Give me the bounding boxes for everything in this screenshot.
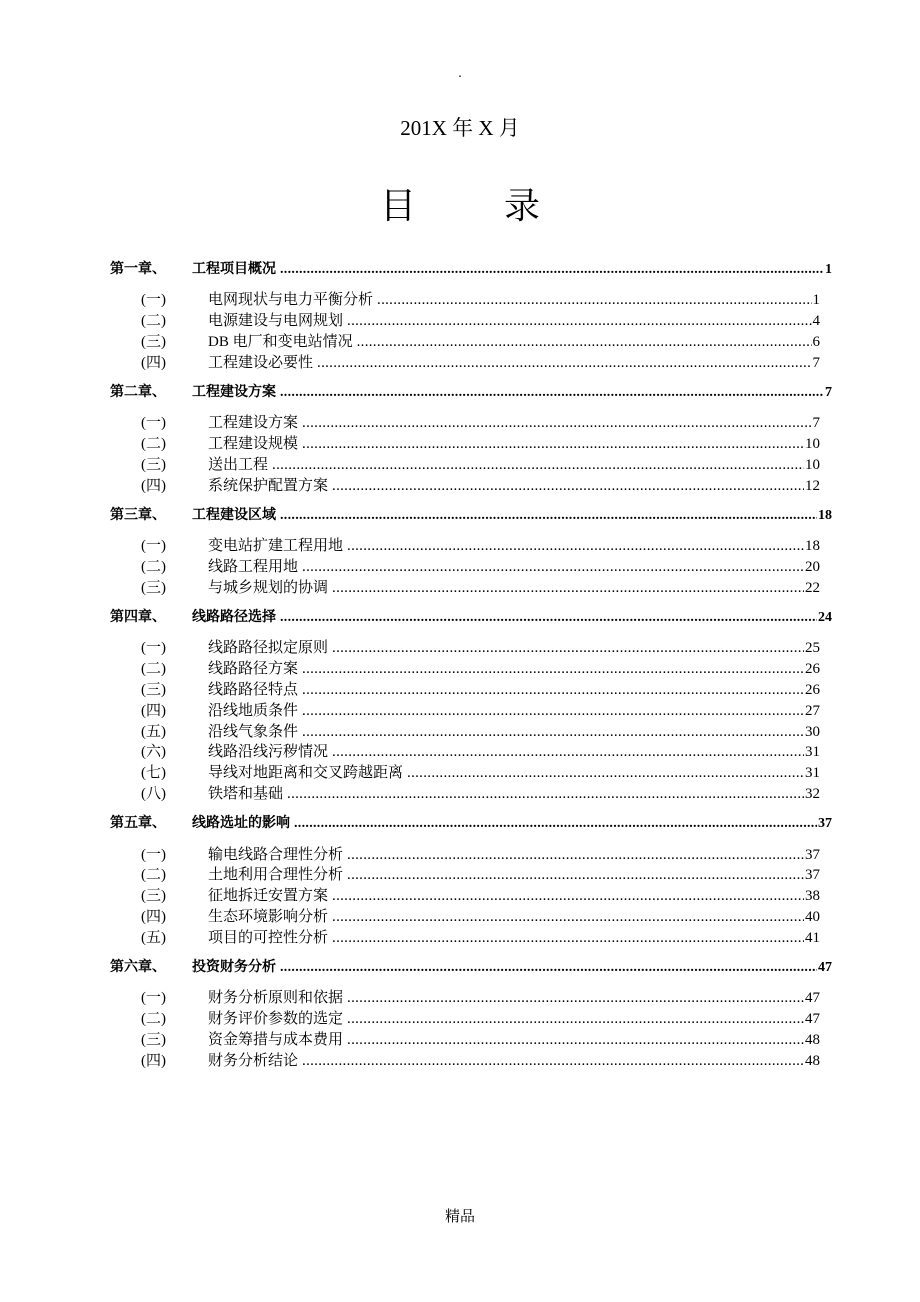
toc-section-entry-label: (四) xyxy=(141,909,166,926)
toc-section-entry-title: 征地拆迁安置方案 xyxy=(208,888,329,905)
toc-section-entry[interactable] xyxy=(110,638,832,659)
toc-chapter-entry-label: 第一章、 xyxy=(110,262,166,277)
dot-leader xyxy=(332,578,804,599)
toc-chapter-entry-title: 工程建设区域 xyxy=(192,507,276,523)
dot-leader xyxy=(302,434,804,455)
toc-section-entry[interactable] xyxy=(110,701,832,722)
toc-section-entry-title: DB 电厂和变电站情况 xyxy=(208,333,353,350)
toc-chapter-entry-label: 第三章、 xyxy=(110,507,166,523)
toc-chapter-entry-label: 第二章、 xyxy=(110,384,166,400)
toc-section-entry-label: (二) xyxy=(141,1011,166,1028)
toc-section-entry[interactable] xyxy=(110,434,832,455)
toc-section-entry-title: 送出工程 xyxy=(208,456,269,473)
header-dot: . xyxy=(458,66,462,81)
toc-section-entry-title: 线路工程用地 xyxy=(208,559,299,576)
toc-chapter-entry-page: 1 xyxy=(825,262,832,277)
toc-section-entry-page: 31 xyxy=(805,765,820,782)
dot-leader xyxy=(347,536,804,557)
toc-section-entry-title: 电源建设与电网规划 xyxy=(208,313,344,330)
toc-chapter-entry[interactable] xyxy=(110,958,832,979)
toc-section-entry-label: (二) xyxy=(141,313,166,330)
toc-section-entry-label: (二) xyxy=(141,436,166,453)
toc-section-entry-title: 与城乡规划的协调 xyxy=(208,579,329,596)
dot-leader xyxy=(347,1009,804,1030)
toc-section-entry-title: 财务分析原则和依据 xyxy=(208,990,344,1007)
dot-leader xyxy=(332,638,804,659)
toc-section-entry-title: 资金筹措与成本费用 xyxy=(208,1032,344,1048)
toc-heading: 目录 xyxy=(379,186,628,226)
dot-leader xyxy=(332,928,804,949)
dot-leader xyxy=(280,958,817,979)
toc-section-entry[interactable] xyxy=(110,557,832,578)
toc-section-entry-label: (四) xyxy=(141,354,166,371)
toc-section-entry-title: 沿线气象条件 xyxy=(208,723,299,740)
toc-chapter-entry-label: 第四章、 xyxy=(110,610,166,626)
dot-leader xyxy=(302,413,811,434)
dot-leader xyxy=(280,506,817,527)
toc-chapter-entry-title: 投资财务分析 xyxy=(192,960,276,976)
toc-section-entry-page: 25 xyxy=(805,640,820,657)
toc-section-entry-page: 47 xyxy=(805,1011,820,1028)
toc-section-entry-page: 22 xyxy=(805,579,820,596)
dot-leader xyxy=(302,1051,804,1072)
toc-section-entry-label: (四) xyxy=(141,1052,166,1069)
dot-leader xyxy=(347,845,804,866)
toc-chapter-entry[interactable] xyxy=(110,608,832,629)
toc-section-entry-label: (一) xyxy=(141,846,166,863)
toc-section-entry-label: (八) xyxy=(141,786,166,803)
toc-section-entry-title: 沿线地质条件 xyxy=(208,702,299,719)
toc-section-entry-page: 7 xyxy=(812,415,820,432)
toc-chapter-entry-label: 第六章、 xyxy=(110,960,166,976)
dot-leader xyxy=(332,476,804,497)
toc-section-entry-page: 18 xyxy=(805,538,820,555)
toc-section-entry[interactable] xyxy=(110,907,832,928)
dot-leader xyxy=(294,814,817,835)
toc-section-entry-page: 26 xyxy=(805,682,820,699)
toc-section-entry[interactable] xyxy=(110,763,832,784)
dot-leader xyxy=(347,1030,804,1051)
toc-section-entry-label: (三) xyxy=(141,579,166,596)
toc-section-entry-page: 6 xyxy=(812,333,820,350)
toc-chapter-entry[interactable] xyxy=(110,260,832,281)
dot-leader xyxy=(280,608,817,629)
toc-section-entry[interactable] xyxy=(110,1009,832,1030)
toc-section-entry-label: (七) xyxy=(141,765,166,782)
dot-leader xyxy=(332,907,804,928)
toc-section-entry[interactable] xyxy=(110,311,832,332)
toc-chapter-entry-label: 第五章、 xyxy=(110,816,166,832)
toc-section-entry-title: 线路路径方案 xyxy=(208,661,299,678)
toc-section-entry-title: 土地利用合理性分析 xyxy=(208,867,344,884)
toc-section-entry-page: 32 xyxy=(805,786,820,803)
toc-section-entry[interactable] xyxy=(110,1051,832,1072)
toc-section-entry-label: (三) xyxy=(141,1032,166,1048)
toc-section-entry[interactable] xyxy=(110,865,832,886)
toc-chapter-entry[interactable] xyxy=(110,814,832,835)
dot-leader xyxy=(317,353,811,374)
toc-chapter-entry[interactable] xyxy=(110,506,832,527)
toc-section-entry[interactable] xyxy=(110,659,832,680)
toc-section-entry-label: (五) xyxy=(141,929,166,946)
toc-section-entry-title: 工程建设必要性 xyxy=(208,354,314,371)
dot-leader xyxy=(347,988,804,1009)
toc-section-entry[interactable] xyxy=(110,332,832,353)
document-date: 201X 年 X 月 xyxy=(400,116,520,140)
dot-leader xyxy=(347,311,811,332)
toc-section-entry-title: 财务分析结论 xyxy=(208,1052,299,1069)
toc-section-entry[interactable] xyxy=(110,928,832,949)
toc-section-entry-page: 1 xyxy=(812,292,820,309)
toc-section-entry-label: (三) xyxy=(141,333,166,350)
toc-section-entry-page: 37 xyxy=(805,846,820,863)
toc-chapter-entry[interactable] xyxy=(110,383,832,404)
dot-leader xyxy=(347,865,804,886)
dot-leader xyxy=(302,722,804,743)
toc-section-entry-label: (二) xyxy=(141,661,166,678)
toc-section-entry[interactable] xyxy=(110,845,832,866)
toc-section-entry[interactable] xyxy=(110,1030,832,1051)
toc-section-entry-title: 输电线路合理性分析 xyxy=(208,846,344,863)
page-footer: 精品 xyxy=(444,1209,475,1225)
toc-section-entry-title: 生态环境影响分析 xyxy=(208,909,329,926)
toc-section-entry-page: 31 xyxy=(805,744,820,761)
toc-section-entry-page: 41 xyxy=(805,929,820,946)
toc-section-entry-page: 48 xyxy=(805,1032,820,1048)
toc-section-entry-label: (三) xyxy=(141,682,166,699)
toc-section-entry-page: 10 xyxy=(805,456,820,473)
dot-leader xyxy=(302,557,804,578)
dot-leader xyxy=(302,659,804,680)
toc-section-entry-label: (一) xyxy=(141,538,166,555)
toc-section-entry-label: (六) xyxy=(141,744,166,761)
toc-section-entry-page: 7 xyxy=(812,354,820,371)
toc-section-entry-title: 导线对地距离和交叉跨越距离 xyxy=(208,765,404,782)
toc-section-entry-page: 47 xyxy=(805,990,820,1007)
dot-leader xyxy=(302,680,804,701)
toc-section-entry-label: (二) xyxy=(141,559,166,576)
toc-section-entry-label: (三) xyxy=(141,456,166,473)
toc-section-entry[interactable] xyxy=(110,578,832,599)
toc-section-entry-label: (一) xyxy=(141,415,166,432)
toc-section-entry-title: 项目的可控性分析 xyxy=(208,929,329,946)
toc-chapter-entry-title: 工程项目概况 xyxy=(192,262,276,277)
table-of-contents xyxy=(110,260,832,1072)
toc-section-entry[interactable] xyxy=(110,886,832,907)
toc-section-entry-page: 26 xyxy=(805,661,820,678)
toc-section-entry-label: (一) xyxy=(141,990,166,1007)
toc-section-entry-page: 12 xyxy=(805,477,820,494)
toc-section-entry[interactable] xyxy=(110,536,832,557)
toc-section-entry-title: 系统保护配置方案 xyxy=(208,477,329,494)
dot-leader xyxy=(302,701,804,722)
toc-section-entry-title: 财务评价参数的选定 xyxy=(208,1011,344,1028)
toc-section-entry[interactable] xyxy=(110,784,832,805)
dot-leader xyxy=(377,290,811,311)
toc-section-entry-page: 38 xyxy=(805,888,820,905)
toc-section-entry-title: 电网现状与电力平衡分析 xyxy=(208,292,374,309)
toc-section-entry[interactable] xyxy=(110,988,832,1009)
toc-section-entry-title: 线路路径特点 xyxy=(208,682,299,699)
toc-chapter-entry-page: 7 xyxy=(825,384,832,400)
toc-section-entry-title: 变电站扩建工程用地 xyxy=(208,538,344,555)
dot-leader xyxy=(280,260,824,281)
toc-section-entry-page: 37 xyxy=(805,867,820,884)
toc-section-entry[interactable] xyxy=(110,353,832,374)
toc-chapter-entry-title: 线路选址的影响 xyxy=(192,816,290,832)
toc-section-entry-page: 20 xyxy=(805,559,820,576)
toc-chapter-entry-page: 24 xyxy=(818,610,832,626)
dot-leader xyxy=(332,886,804,907)
toc-section-entry-page: 30 xyxy=(805,723,820,740)
dot-leader xyxy=(332,742,804,763)
toc-section-entry-title: 工程建设方案 xyxy=(208,415,299,432)
toc-chapter-entry-title: 工程建设方案 xyxy=(192,384,276,400)
toc-section-entry-label: (一) xyxy=(141,640,166,657)
dot-leader xyxy=(357,332,812,353)
toc-section-entry[interactable] xyxy=(110,413,832,434)
toc-section-entry-label: (二) xyxy=(141,867,166,884)
toc-section-entry-title: 线路路径拟定原则 xyxy=(208,640,329,657)
toc-section-entry-title: 工程建设规模 xyxy=(208,436,299,453)
toc-section-entry-page: 4 xyxy=(812,313,820,330)
toc-chapter-entry-title: 线路路径选择 xyxy=(192,610,276,626)
toc-section-entry-page: 10 xyxy=(805,436,820,453)
toc-section-entry[interactable] xyxy=(110,680,832,701)
toc-section-entry-label: (三) xyxy=(141,888,166,905)
toc-section-entry[interactable] xyxy=(110,455,832,476)
toc-section-entry-label: (四) xyxy=(141,702,166,719)
dot-leader xyxy=(407,763,804,784)
toc-section-entry[interactable] xyxy=(110,742,832,763)
toc-section-entry-label: (五) xyxy=(141,723,166,740)
dot-leader xyxy=(272,455,804,476)
toc-section-entry[interactable] xyxy=(110,290,832,311)
toc-chapter-entry-page: 37 xyxy=(818,816,832,832)
toc-section-entry-page: 27 xyxy=(805,702,820,719)
toc-chapter-entry-page: 47 xyxy=(818,960,832,976)
toc-section-entry[interactable] xyxy=(110,476,832,497)
dot-leader xyxy=(287,784,804,805)
toc-section-entry[interactable] xyxy=(110,722,832,743)
dot-leader xyxy=(280,383,824,404)
toc-section-entry-page: 40 xyxy=(805,909,820,926)
toc-section-entry-label: (四) xyxy=(141,477,166,494)
toc-section-entry-label: (一) xyxy=(141,292,166,309)
toc-section-entry-title: 线路沿线污秽情况 xyxy=(208,744,329,761)
toc-chapter-entry-page: 18 xyxy=(818,507,832,523)
toc-section-entry-page: 48 xyxy=(805,1052,820,1069)
toc-section-entry-title: 铁塔和基础 xyxy=(208,786,284,803)
